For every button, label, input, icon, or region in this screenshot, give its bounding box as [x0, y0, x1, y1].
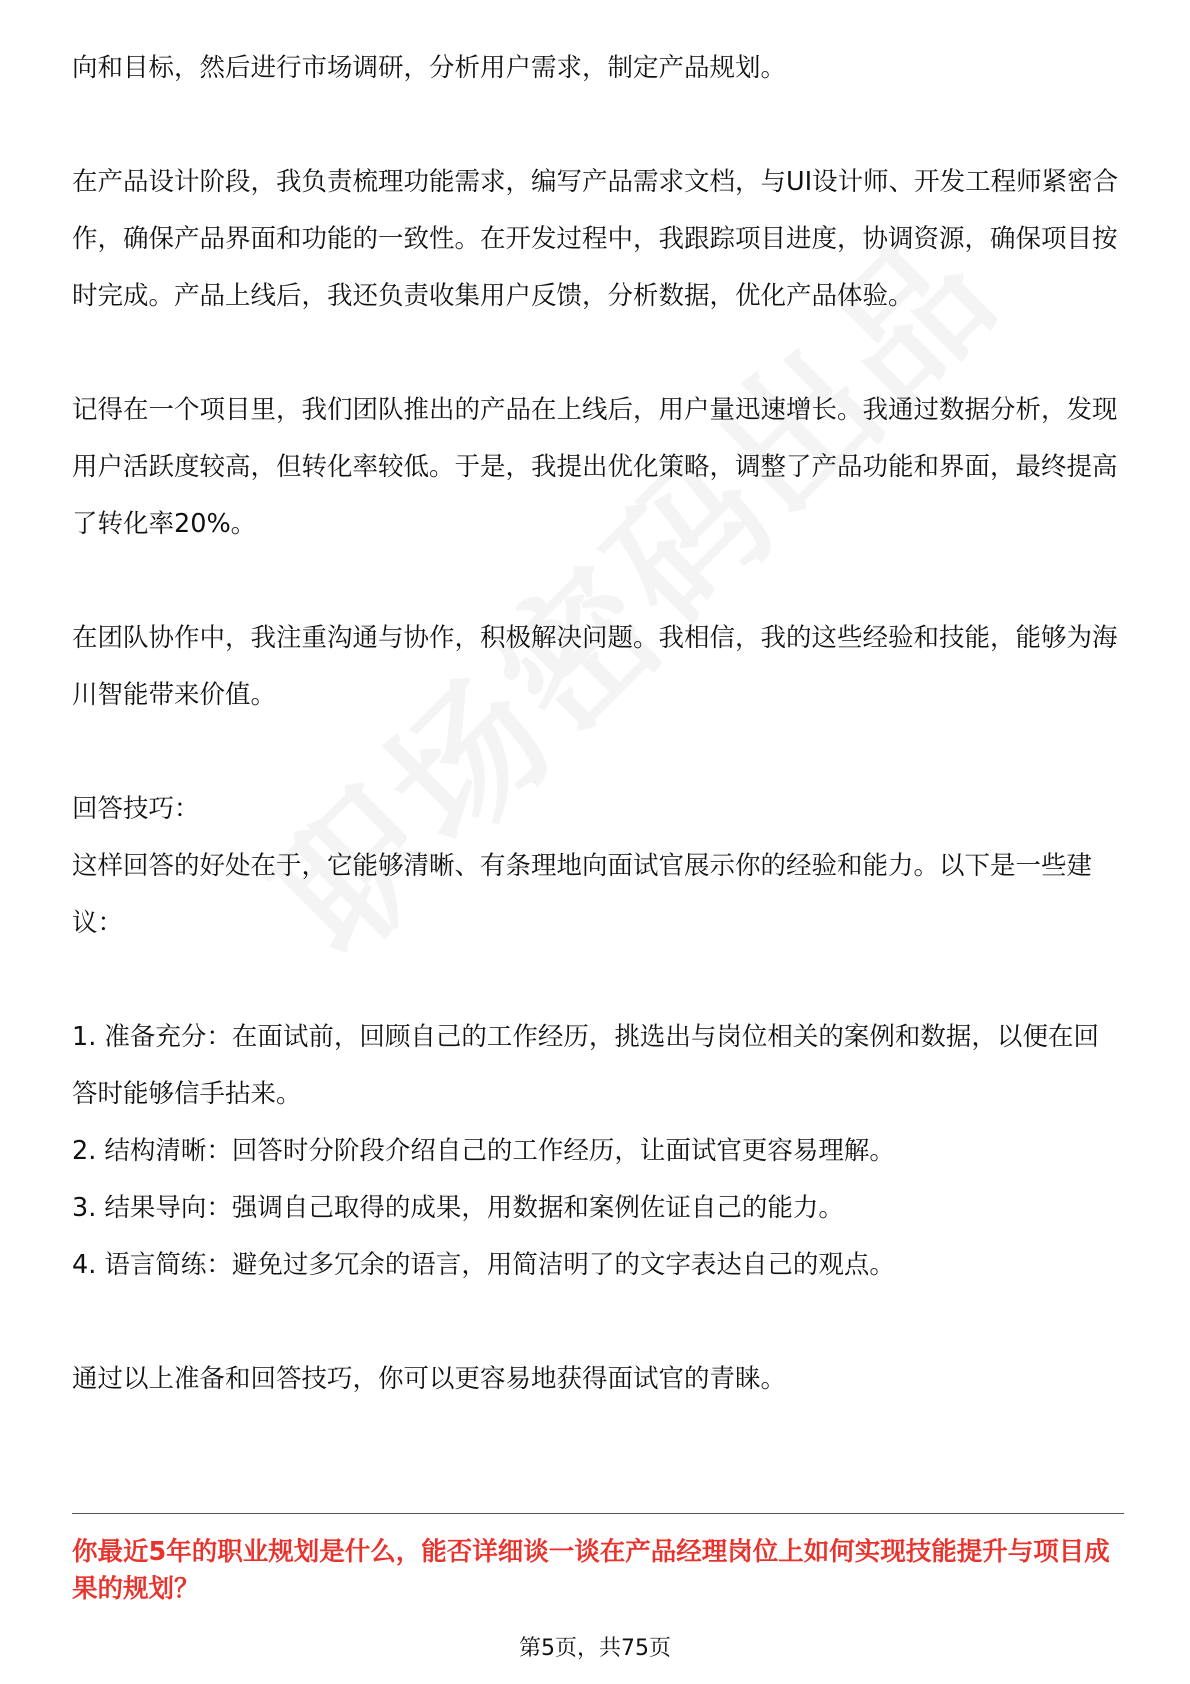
paragraph-teamwork: 在团队协作中，我注重沟通与协作，积极解决问题。我相信，我的这些经验和技能，能够为海川智能带来价值。 — [72, 623, 1118, 710]
list-item: 1. 准备充分：在面试前，回顾自己的工作经历，挑选出与岗位相关的案例和数据，以便在回答时能够信手拈来。 — [72, 1022, 1099, 1109]
spacer — [72, 724, 1122, 781]
list-item: 3. 结果导向：强调自己取得的成果，用数据和案例佐证自己的能力。 — [72, 1193, 844, 1223]
spacer — [72, 1294, 1122, 1351]
spacer — [72, 325, 1122, 382]
spacer — [72, 952, 1122, 1009]
section-divider — [72, 1513, 1124, 1514]
spacer — [72, 553, 1122, 610]
tips-intro: 这样回答的好处在于，它能够清晰、有条理地向面试官展示你的经验和能力。以下是一些建议： — [72, 851, 1093, 938]
paragraph-project-example: 记得在一个项目里，我们团队推出的产品在上线后，用户量迅速增长。我通过数据分析，发现用户活跃度较高，但转化率较低。于是，我提出优化策略，调整了产品功能和界面，最终提高了转化率20%。 — [72, 395, 1118, 539]
tips-heading: 回答技巧： — [72, 794, 200, 824]
document-body — [72, 40, 1122, 1408]
closing-paragraph: 通过以上准备和回答技巧，你可以更容易地获得面试官的青睐。 — [72, 1364, 787, 1394]
spacer — [72, 97, 1122, 154]
list-item: 2. 结构清晰：回答时分阶段介绍自己的工作经历，让面试官更容易理解。 — [72, 1136, 895, 1166]
list-item: 4. 语言简练：避免过多冗余的语言，用简洁明了的文字表达自己的观点。 — [72, 1250, 895, 1280]
paragraph-design-phase: 在产品设计阶段，我负责梳理功能需求，编写产品需求文档，与UI设计师、开发工程师紧密合作，确保产品界面和功能的一致性。在开发过程中，我跟踪项目进度，协调资源，确保项目按时完成。产品上线后，我还负责收集用户反馈，分析数据，优化产品体验。 — [72, 167, 1119, 311]
tips-list — [72, 1009, 1122, 1294]
paragraph-continuation: 向和目标，然后进行市场调研，分析用户需求，制定产品规划。 — [72, 53, 787, 83]
next-question-heading: 你最近5年的职业规划是什么，能否详细谈一谈在产品经理岗位上如何实现技能提升与项目成果的规划？ — [72, 1537, 1110, 1604]
page-number: 第5页，共75页 — [519, 1636, 671, 1661]
